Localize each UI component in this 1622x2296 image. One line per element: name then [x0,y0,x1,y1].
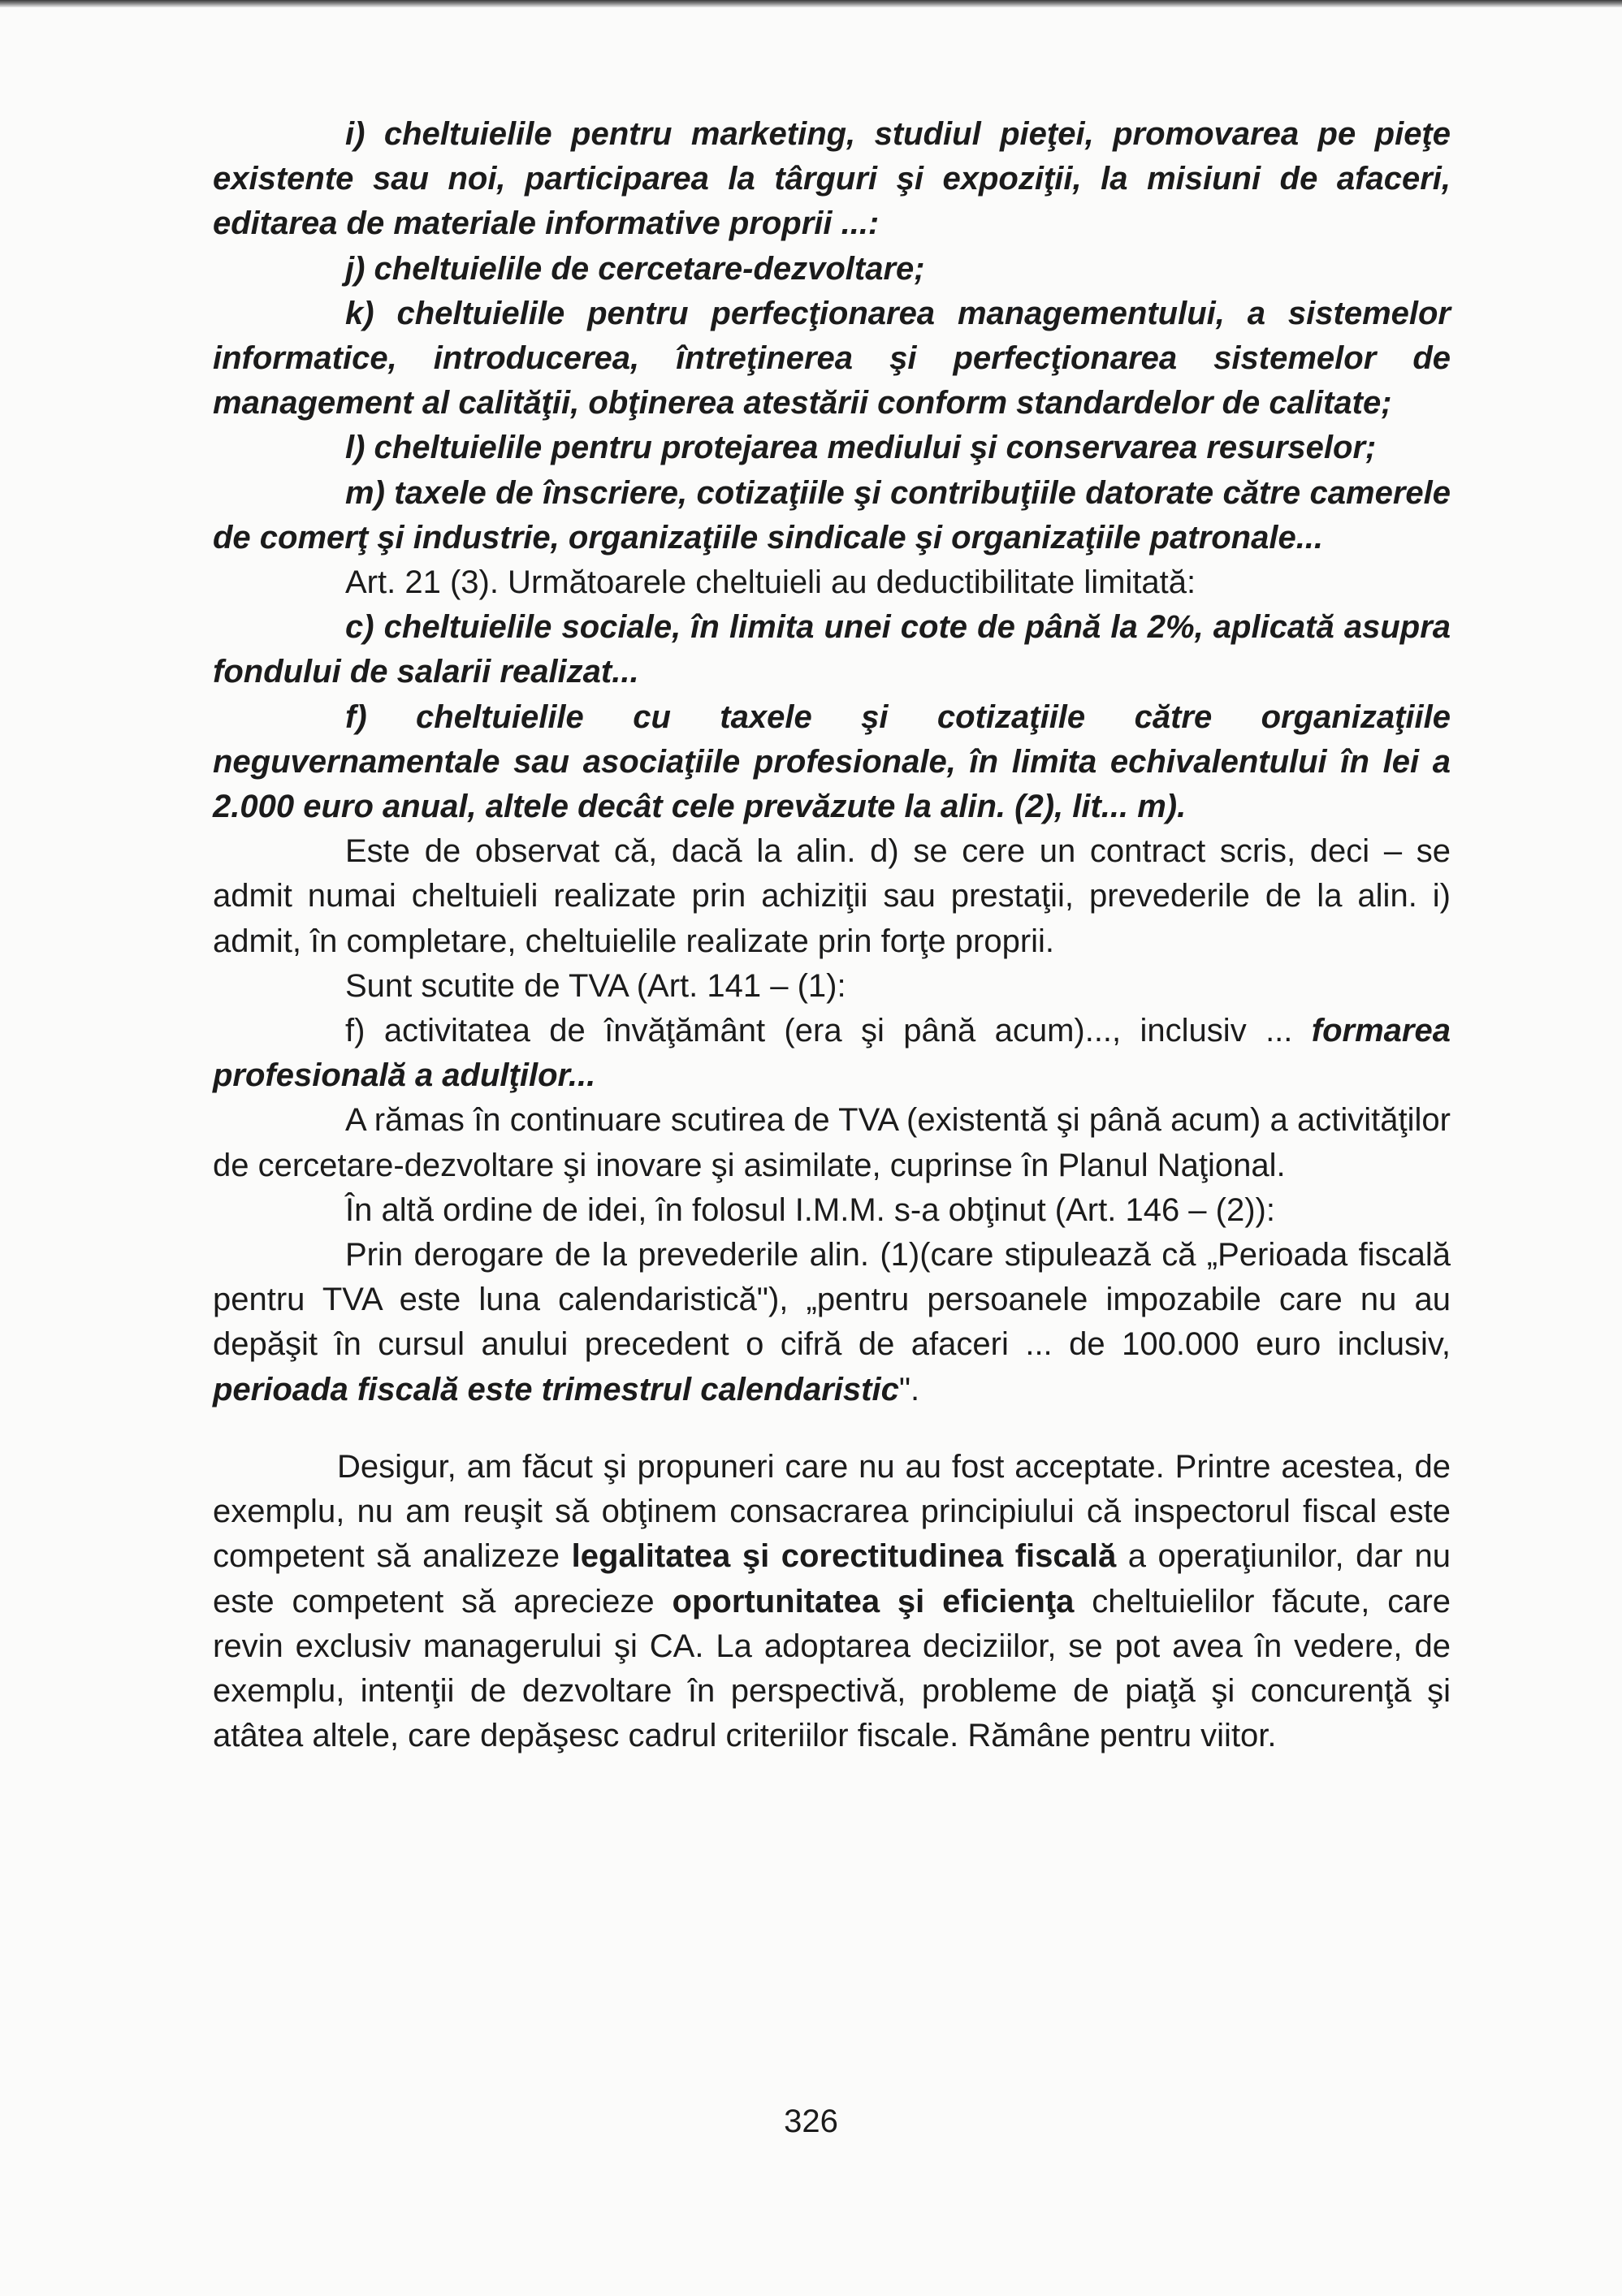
proposals-text-2: a operaţiunilor, dar nu este competent să aprecieze [213,1538,1451,1619]
proposals-bold-2: oportunitatea şi eficienţa [672,1583,1075,1619]
derogation-emphasis: perioada fiscală este trimestrul calendaristic [213,1371,899,1407]
vat-item-f-emphasis: formarea profesională a adulţilor... [213,1013,1451,1094]
item-m: m) taxele de înscriere, cotizaţiile şi contribuţiile datorate către camerele de comerţ şi industrie, organizaţiile sindicale şi organizaţiile patronale... [213,474,1451,556]
vat-item-f-text: f) activitatea de învăţământ (era şi până acum)..., inclusiv ... [345,1013,1293,1049]
page-number: 326 [784,2104,838,2139]
observation-paragraph: Este de observat că, dacă la alin. d) se cere un contract scris, deci – se admit numai cheltuieli realizate prin achiziţii sau prestaţii, prevederile de la alin. i) admit, în completare, cheltuielile realizate prin forţe proprii. [213,833,1451,959]
imm-paragraph: În altă ordine de idei, în folosul I.M.M. s-a obţinut (Art. 146 – (2)): [345,1191,1275,1228]
derogation-end: ". [898,1371,920,1407]
item-j: j) cheltuielile de cercetare-dezvoltare; [345,250,925,287]
body-text [213,112,1451,1758]
item-c: c) cheltuielile sociale, în limita unei cote de până la 2%, aplicată asupra fondului de salarii realizat... [213,609,1451,690]
vat-item-f [213,1009,1451,1098]
derogation-paragraph [213,1233,1451,1412]
item-k: k) cheltuielile pentru perfecţionarea managementului, a sistemelor informatice, introducerea, întreţinerea şi perfecţionarea sistemelor de management al calităţii, obţinerea atestării conform standardelor de calitate; [213,295,1451,422]
item-l: l) cheltuielile pentru protejarea mediului şi conservarea resurselor; [345,430,1377,466]
vat-exempt-heading: Sunt scutite de TVA (Art. 141 – (1): [345,967,846,1004]
article-21-3: Art. 21 (3). Următoarele cheltuieli au deductibilitate limitată: [345,564,1196,601]
scan-top-edge [0,0,1622,7]
proposals-bold-1: legalitatea şi corectitudinea fiscală [571,1538,1117,1575]
proposals-text-3: cheltuielilor făcute, care revin exclusiv managerului şi CA. La adoptarea deciziilor, se pot avea în vedere, de exemplu, intenţii de dezvoltare în perspectivă, probleme de piaţă şi concurenţă şi atâtea altele, care depăşesc cadrul criteriilor fiscale. Rămâne pentru viitor. [213,1583,1451,1754]
paragraph-gap [213,1412,1451,1445]
derogation-text: Prin derogare de la prevederile alin. (1)(care stipulează că „Perioada fiscală pentru TVA este luna calendaristică"), „pentru persoanele impozabile care nu au depăşit în cursul anului precedent o cifră de afaceri ... de 100.000 euro inclusiv, [213,1237,1451,1363]
proposals-text-1: Desigur, am făcut şi propuneri care nu au fost acceptate. Printre acestea, de exemplu, nu am reuşit să obţinem consacrarea principiului că inspectorul fiscal este competent să analizeze [213,1448,1451,1575]
item-i: i) cheltuielile pentru marketing, studiul pieţei, promovarea pe pieţe existente sau noi, participarea la târguri şi expoziţii, la misiuni de afaceri, editarea de materiale informative proprii ...: [213,116,1451,242]
research-exemption-paragraph: A rămas în continuare scutirea de TVA (existentă şi până acum) a activităţilor de cercetare-dezvoltare şi inovare şi asimilate, cuprinse în Planul Naţional. [213,1102,1451,1183]
proposals-paragraph [213,1445,1451,1758]
item-f: f) cheltuielile cu taxele şi cotizaţiile către organizaţiile neguvernamentale sau asociaţiile profesionale, în limita echivalentului în lei a 2.000 euro anual, altele decât cele prevăzute la alin. (2), lit... m). [213,698,1451,825]
